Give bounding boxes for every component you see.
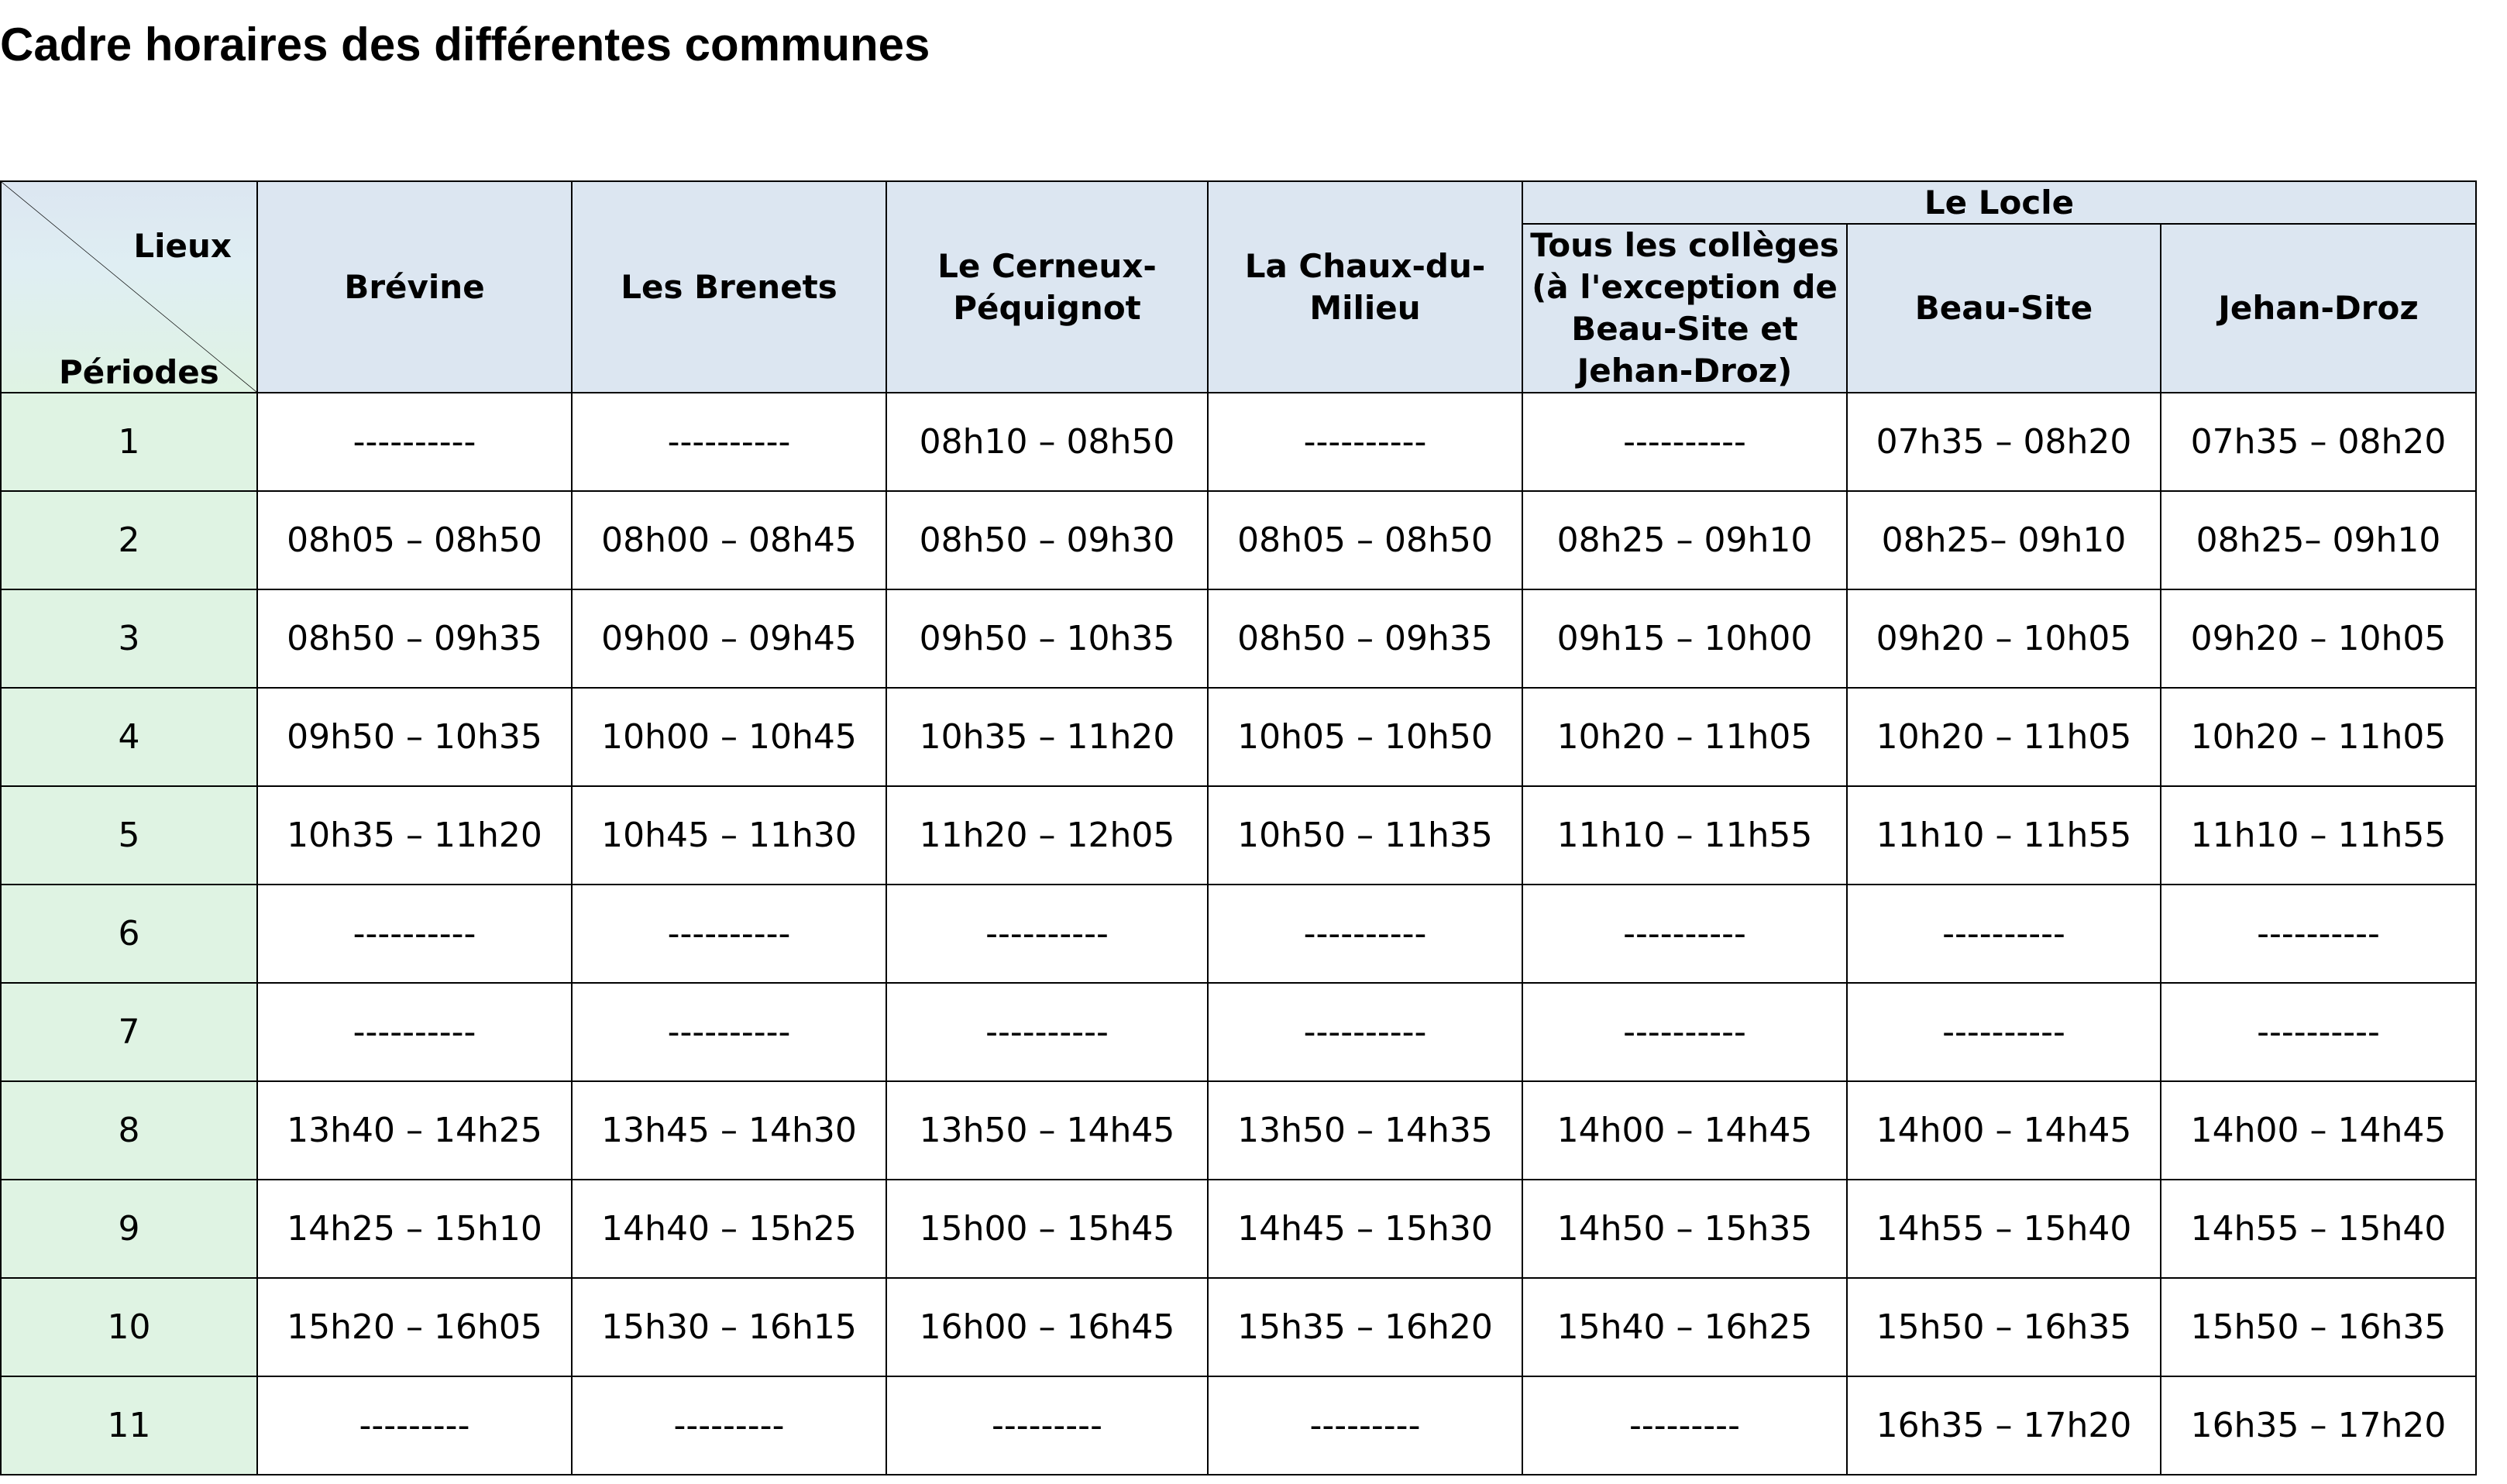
schedule-cell: 09h50 – 10h35: [257, 688, 572, 786]
schedule-cell: 09h00 – 09h45: [572, 589, 886, 688]
schedule-cell: 09h20 – 10h05: [1847, 589, 2161, 688]
schedule-cell: 10h50 – 11h35: [1208, 786, 1522, 885]
schedule-cell: 07h35 – 08h20: [1847, 393, 2161, 491]
schedule-cell: ---------: [1208, 1376, 1522, 1475]
schedule-cell: ----------: [1522, 983, 1847, 1081]
schedule-cell: 15h35 – 16h20: [1208, 1278, 1522, 1376]
schedule-cell: ----------: [2161, 885, 2476, 983]
schedule-cell: ----------: [1208, 885, 1522, 983]
schedule-cell: 16h00 – 16h45: [886, 1278, 1208, 1376]
schedule-cell: 15h50 – 16h35: [1847, 1278, 2161, 1376]
schedule-cell: 08h25 – 09h10: [1522, 491, 1847, 589]
schedule-cell: ----------: [886, 983, 1208, 1081]
schedule-cell: 08h50 – 09h35: [257, 589, 572, 688]
table-row: [1, 1278, 2476, 1376]
column-header-brevine: Brévine: [257, 181, 572, 393]
table-row: [1, 688, 2476, 786]
schedule-cell: 08h00 – 08h45: [572, 491, 886, 589]
schedule-cell: ----------: [257, 885, 572, 983]
schedule-cell: 11h10 – 11h55: [1847, 786, 2161, 885]
schedule-cell: ----------: [257, 393, 572, 491]
schedule-cell: 14h25 – 15h10: [257, 1180, 572, 1278]
column-header-les-brenets: Les Brenets: [572, 181, 886, 393]
schedule-cell: 08h05 – 08h50: [257, 491, 572, 589]
schedule-cell: 07h35 – 08h20: [2161, 393, 2476, 491]
schedule-cell: 11h20 – 12h05: [886, 786, 1208, 885]
table-row: [1, 1180, 2476, 1278]
table-row: [1, 885, 2476, 983]
corner-label-lieux: Lieux: [133, 227, 232, 265]
schedule-cell: ---------: [1522, 1376, 1847, 1475]
schedule-cell: ---------: [572, 1376, 886, 1475]
period-number: 4: [1, 688, 257, 786]
schedule-body: [1, 393, 2476, 1475]
schedule-cell: 08h50 – 09h30: [886, 491, 1208, 589]
schedule-cell: 10h20 – 11h05: [1847, 688, 2161, 786]
schedule-cell: 10h45 – 11h30: [572, 786, 886, 885]
schedule-cell: ----------: [886, 885, 1208, 983]
schedule-table: [0, 180, 2477, 1475]
schedule-cell: ----------: [257, 983, 572, 1081]
schedule-cell: ----------: [572, 885, 886, 983]
schedule-cell: 08h05 – 08h50: [1208, 491, 1522, 589]
period-number: 5: [1, 786, 257, 885]
schedule-cell: ----------: [1208, 983, 1522, 1081]
schedule-cell: 08h50 – 09h35: [1208, 589, 1522, 688]
schedule-cell: 14h45 – 15h30: [1208, 1180, 1522, 1278]
schedule-cell: 14h00 – 14h45: [1847, 1081, 2161, 1180]
schedule-cell: 09h15 – 10h00: [1522, 589, 1847, 688]
table-row: [1, 589, 2476, 688]
schedule-cell: 14h00 – 14h45: [2161, 1081, 2476, 1180]
schedule-cell: ----------: [1847, 983, 2161, 1081]
schedule-cell: 15h30 – 16h15: [572, 1278, 886, 1376]
page-title: Cadre horaires des différentes communes: [0, 19, 930, 70]
schedule-cell: 08h10 – 08h50: [886, 393, 1208, 491]
period-number: 11: [1, 1376, 257, 1475]
column-header-la-chaux-du-milieu: La Chaux-du-Milieu: [1208, 181, 1522, 393]
schedule-cell: 10h05 – 10h50: [1208, 688, 1522, 786]
schedule-cell: ----------: [1522, 885, 1847, 983]
column-header-beau-site: Beau-Site: [1847, 224, 2161, 393]
schedule-cell: 14h55 – 15h40: [2161, 1180, 2476, 1278]
schedule-cell: ---------: [886, 1376, 1208, 1475]
schedule-cell: 10h35 – 11h20: [886, 688, 1208, 786]
schedule-cell: 10h20 – 11h05: [1522, 688, 1847, 786]
schedule-cell: ----------: [1522, 393, 1847, 491]
schedule-cell: 14h40 – 15h25: [572, 1180, 886, 1278]
schedule-cell: 13h45 – 14h30: [572, 1081, 886, 1180]
period-number: 6: [1, 885, 257, 983]
corner-label-periodes: Périodes: [59, 353, 219, 391]
corner-header-cell: [1, 181, 257, 393]
period-number: 8: [1, 1081, 257, 1180]
table-row: [1, 1376, 2476, 1475]
schedule-cell: 15h20 – 16h05: [257, 1278, 572, 1376]
schedule-cell: 08h25– 09h10: [2161, 491, 2476, 589]
schedule-cell: ---------: [257, 1376, 572, 1475]
table-row: [1, 1081, 2476, 1180]
period-number: 7: [1, 983, 257, 1081]
schedule-cell: 14h00 – 14h45: [1522, 1081, 1847, 1180]
schedule-cell: 10h00 – 10h45: [572, 688, 886, 786]
schedule-cell: ----------: [1847, 885, 2161, 983]
schedule-cell: 11h10 – 11h55: [1522, 786, 1847, 885]
schedule-cell: 13h50 – 14h35: [1208, 1081, 1522, 1180]
schedule-cell: 16h35 – 17h20: [1847, 1376, 2161, 1475]
schedule-cell: 16h35 – 17h20: [2161, 1376, 2476, 1475]
schedule-cell: 09h20 – 10h05: [2161, 589, 2476, 688]
period-number: 9: [1, 1180, 257, 1278]
column-header-tous-les-colleges: Tous les collèges (à l'exception de Beau-Site et Jehan-Droz): [1522, 224, 1847, 393]
schedule-cell: 14h55 – 15h40: [1847, 1180, 2161, 1278]
period-number: 3: [1, 589, 257, 688]
table-row: [1, 786, 2476, 885]
schedule-cell: 11h10 – 11h55: [2161, 786, 2476, 885]
schedule-cell: ----------: [1208, 393, 1522, 491]
schedule-cell: ----------: [2161, 983, 2476, 1081]
period-number: 2: [1, 491, 257, 589]
schedule-cell: 09h50 – 10h35: [886, 589, 1208, 688]
group-header-le-locle: Le Locle: [1522, 181, 2476, 224]
period-number: 10: [1, 1278, 257, 1376]
schedule-cell: ----------: [572, 393, 886, 491]
column-header-jehan-droz: Jehan-Droz: [2161, 224, 2476, 393]
column-header-le-cerneux-pequignot: Le Cerneux-Péquignot: [886, 181, 1208, 393]
schedule-cell: 13h40 – 14h25: [257, 1081, 572, 1180]
schedule-cell: 15h50 – 16h35: [2161, 1278, 2476, 1376]
schedule-cell: 15h00 – 15h45: [886, 1180, 1208, 1278]
table-row: [1, 983, 2476, 1081]
schedule-cell: 15h40 – 16h25: [1522, 1278, 1847, 1376]
schedule-cell: ----------: [572, 983, 886, 1081]
schedule-cell: 08h25– 09h10: [1847, 491, 2161, 589]
table-row: [1, 491, 2476, 589]
period-number: 1: [1, 393, 257, 491]
schedule-cell: 13h50 – 14h45: [886, 1081, 1208, 1180]
schedule-cell: 14h50 – 15h35: [1522, 1180, 1847, 1278]
schedule-cell: 10h20 – 11h05: [2161, 688, 2476, 786]
schedule-cell: 10h35 – 11h20: [257, 786, 572, 885]
table-row: [1, 393, 2476, 491]
